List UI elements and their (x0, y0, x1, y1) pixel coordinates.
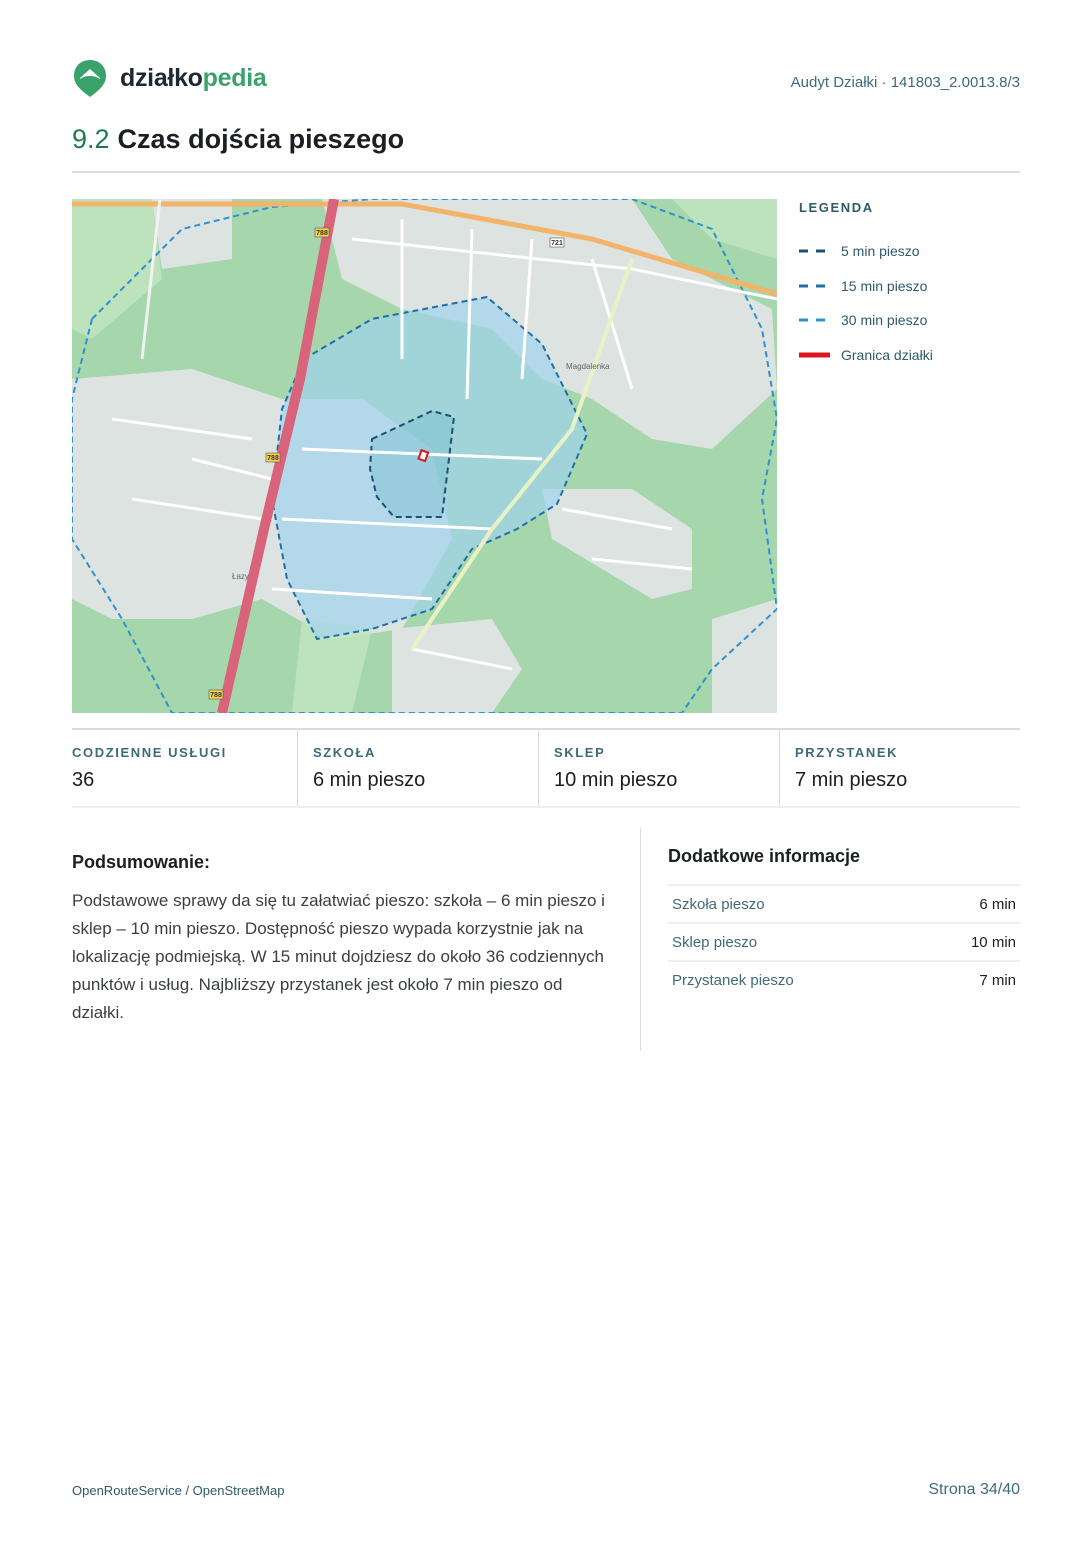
map-legend (799, 200, 1020, 372)
legend-label: 15 min pieszo (841, 277, 928, 294)
stat-value: 7 min pieszo (795, 769, 908, 791)
table-row (668, 961, 1020, 999)
table-cell-key: Sklep pieszo (668, 923, 918, 961)
map-canvas (72, 199, 777, 713)
plot-boundary[interactable] (418, 450, 428, 461)
additional-info-table (668, 884, 1020, 999)
stat-value: 36 (72, 769, 95, 791)
stat-label: SKLEP (554, 745, 606, 760)
section-number: 9.2 (72, 124, 110, 154)
summary-text: Podstawowe sprawy da się tu załatwiać pieszo: szkoła – 6 min pieszo i sklep – 10 min pieszo. Dostępność pieszo wypada korzystnie jak na lokalizację podmiejską. W 15 minut dojdziesz do około 36 codziennych punktów i usług. Najbliższy przystanek jest około 7 min pieszo od działki. (72, 891, 605, 1022)
brand-name (120, 64, 266, 93)
stat-school (297, 730, 538, 806)
table-cell-key: Szkoła pieszo (668, 885, 918, 923)
legend-label: Granica działki (841, 346, 933, 363)
table-cell-value: 6 min (918, 885, 1020, 923)
stat-value: 10 min pieszo (554, 769, 678, 791)
legend-item-30min (799, 303, 1020, 338)
brand-name-part2: pedia (202, 63, 267, 92)
legend-title: LEGENDA (799, 200, 874, 215)
legend-item-5min (799, 234, 1020, 269)
road-label: 788 (316, 230, 328, 237)
document-id: Audyt Działki · 141803_2.0013.8/3 (790, 74, 1020, 91)
page-number: Strona 34/40 (928, 1481, 1020, 1498)
road-label: 721 (551, 240, 563, 247)
location-pin-icon (72, 58, 108, 98)
summary-section (72, 852, 617, 1027)
stats-bar (72, 728, 1020, 808)
legend-item-plot-boundary (799, 338, 1020, 373)
legend-label: 30 min pieszo (841, 312, 928, 329)
title-divider (72, 171, 1020, 173)
data-source-credit: OpenRouteService / OpenStreetMap (72, 1483, 285, 1498)
legend-label: 5 min pieszo (841, 243, 920, 260)
dashed-line-icon (799, 317, 830, 323)
stat-label: PRZYSTANEK (795, 745, 899, 760)
brand-logo (72, 58, 266, 98)
stat-bus-stop (779, 730, 1020, 806)
summary-heading: Podsumowanie: (72, 852, 211, 872)
dashed-line-icon (799, 283, 830, 289)
stat-label: SZKOŁA (313, 745, 377, 760)
table-cell-key: Przystanek pieszo (672, 972, 794, 989)
table-row (668, 923, 1020, 961)
walking-time-map[interactable] (72, 199, 777, 713)
table-cell-value: 10 min (918, 923, 1020, 961)
place-label: Magdalenka (566, 362, 610, 371)
stat-daily-services (72, 730, 297, 806)
road-label: 788 (210, 692, 222, 699)
additional-info (668, 846, 1020, 999)
road-label: 788 (267, 455, 279, 462)
page-header (72, 58, 1020, 102)
table-cell-value: 7 min (979, 972, 1016, 989)
solid-line-icon (799, 352, 830, 358)
page-title (72, 124, 404, 155)
column-divider (640, 828, 641, 1051)
legend-item-15min (799, 269, 1020, 304)
place-label: Łazy (232, 572, 249, 581)
section-name: Czas dojścia pieszego (117, 124, 405, 154)
additional-info-heading: Dodatkowe informacje (668, 846, 861, 866)
stat-label: CODZIENNE USŁUGI (72, 745, 227, 760)
table-row (668, 885, 1020, 923)
dashed-line-icon (799, 248, 830, 254)
brand-name-part1: działko (120, 63, 203, 92)
stat-shop (538, 730, 779, 806)
stat-value: 6 min pieszo (313, 769, 426, 791)
